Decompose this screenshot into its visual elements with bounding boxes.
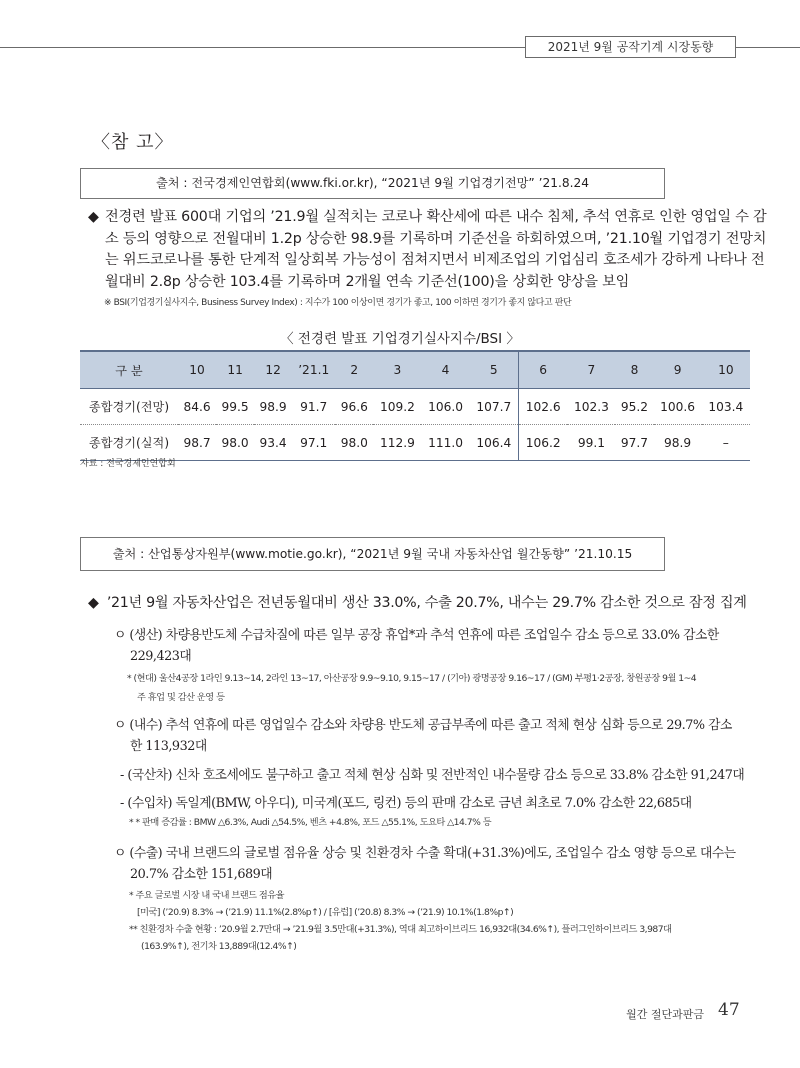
table-cell: 106.2 <box>518 425 567 461</box>
footer-magazine: 월간 절단과판금 <box>626 1008 704 1021</box>
diamond-bullet-icon: ◆ <box>88 209 99 225</box>
bsi-summary-line: 소 등의 영향으로 전월대비 1.2p 상승한 98.9를 기록하며 기준선을 하회하였으며, ’21.10월 기업경기 전망치 <box>105 230 767 247</box>
table-cell: 98.9 <box>254 389 292 425</box>
table-header-label: 구 분 <box>80 351 178 389</box>
table-row <box>80 389 750 425</box>
production-line: 229,423대 <box>130 648 192 664</box>
table-cell: 100.6 <box>654 389 702 425</box>
column-header: 10 <box>702 351 750 389</box>
domestic-item <box>114 716 754 757</box>
reference-title: 〈참 고〉 <box>92 132 174 153</box>
auto-summary-text: ’21년 9월 자동차산업은 전년동월대비 생산 33.0%, 수출 20.7%, 내수는 29.7% 감소한 것으로 잠정 집계 <box>106 595 747 611</box>
bsi-table <box>80 350 750 461</box>
table-cell: 107.7 <box>470 389 519 425</box>
table-source: 자료 : 전국경제인연합회 <box>80 459 176 469</box>
table-cell: 102.6 <box>518 389 567 425</box>
table-cell: 96.6 <box>335 389 373 425</box>
import-car-line: - (수입차) 독일계(BMW, 아우디), 미국계(포드, 링컨) 등의 판매 감소로 금년 최초로 7.0% 감소한 22,685대 <box>120 796 692 811</box>
export-note: * 주요 글로벌 시장 내 국내 브랜드 점유율 <box>129 890 285 901</box>
export-line: 20.7% 감소한 151,689대 <box>130 866 273 882</box>
column-header: 11 <box>216 351 254 389</box>
export-note: (163.9%↑), 전기차 13,889대(12.4%↑) <box>141 941 297 952</box>
column-header: ’21.1 <box>292 351 335 389</box>
table-row <box>80 425 750 461</box>
domestic-line: ㅇ (내수) 추석 연휴에 따른 영업일수 감소와 차량용 반도체 공급부족에 따른 출고 적체 현상 심화 등으로 29.7% 감소 <box>114 718 732 733</box>
production-note: 주 휴업 및 감산 운영 등 <box>137 692 225 703</box>
table-cell: – <box>702 425 750 461</box>
column-header: 12 <box>254 351 292 389</box>
table-cell: 84.6 <box>178 389 216 425</box>
column-header: 6 <box>518 351 567 389</box>
bsi-summary-line: 전경련 발표 600대 기업의 ’21.9월 실적치는 코로나 확산세에 따른 내수 침체, 추석 연휴로 인한 영업일 수 감 <box>105 209 767 225</box>
table-cell: 98.7 <box>178 425 216 461</box>
bsi-summary-line: 는 위드코로나를 통한 단계적 일상회복 가능성이 점쳐지면서 비제조업의 기업심리 호조세가 강하게 나타나 전 <box>105 252 765 268</box>
export-note: ** 친환경차 수출 현황 : ’20.9월 2.7만대 → ’21.9월 3.5만대(+31.3%), 역대 최고하이브리드 16,932대(34.6%↑), 플러그인하이브리드 3,987대 <box>129 924 672 935</box>
diamond-bullet-icon: ◆ <box>88 595 99 611</box>
column-header: 4 <box>421 351 469 389</box>
table-cell: 102.3 <box>567 389 615 425</box>
table-cell: 97.7 <box>615 425 653 461</box>
table-cell: 106.0 <box>421 389 469 425</box>
production-line: ㅇ (생산) 차량용반도체 수급차질에 따른 일부 공장 휴업*과 추석 연휴에 따른 조업일수 감소 등으로 33.0% 감소한 <box>114 628 719 643</box>
table-cell: 111.0 <box>421 425 469 461</box>
running-header: 2021년 9월 공작기계 시장동향 <box>525 36 736 58</box>
table-cell: 99.5 <box>216 389 254 425</box>
table-cell: 98.0 <box>335 425 373 461</box>
table-cell: 103.4 <box>702 389 750 425</box>
export-item <box>114 844 754 885</box>
column-header: 2 <box>335 351 373 389</box>
table-cell: 98.9 <box>654 425 702 461</box>
header-rule-left <box>0 47 525 48</box>
source-box-fki: 출처 : 전국경제인연합회(www.fki.or.kr), “2021년 9월 기업경기전망” ’21.8.24 <box>80 168 665 199</box>
column-header: 8 <box>615 351 653 389</box>
table-header-row <box>80 351 750 389</box>
table-cell: 95.2 <box>615 389 653 425</box>
production-note: * (현대) 울산4공장 1라인 9.13~14, 2라인 13~17, 아산공장 9.9~9.10, 9.15~17 / (기아) 광명공장 9.16~17 / (GM) 부평1·2공장, 창원공장 9월 1~4 <box>127 673 697 684</box>
column-header: 7 <box>567 351 615 389</box>
column-header: 10 <box>178 351 216 389</box>
domestic-car-line: - (국산차) 신차 호조세에도 불구하고 출고 적체 현상 심화 및 전반적인 내수물량 감소 등으로 33.8% 감소한 91,247대 <box>120 768 745 783</box>
table-cell: 106.4 <box>470 425 519 461</box>
export-line: ㅇ (수출) 국내 브랜드의 글로벌 점유율 상승 및 친환경차 수출 확대(+31.3%)에도, 조업일수 감소 영향 등으로 대수는 <box>114 846 736 861</box>
production-item <box>114 626 754 667</box>
bsi-summary-line: 월대비 2.8p 상승한 103.4를 기록하며 2개월 연속 기준선(100)을 상회한 양상을 보임 <box>105 273 630 290</box>
table-cell: 109.2 <box>373 389 421 425</box>
header-rule-right <box>736 47 800 48</box>
import-note: * * 판매 증감률 : BMW △6.3%, Audi △54.5%, 벤츠 +4.8%, 포드 △55.1%, 도요타 △14.7% 등 <box>129 817 492 828</box>
table-cell: 98.0 <box>216 425 254 461</box>
row-label: 종합경기(실적) <box>80 425 178 461</box>
source-box-motie: 출처 : 산업통상자원부(www.motie.go.kr), “2021년 9월 국내 자동차산업 월간동향” ’21.10.15 <box>80 537 665 571</box>
domestic-line: 한 113,932대 <box>130 738 207 754</box>
column-header: 5 <box>470 351 519 389</box>
auto-summary <box>88 592 747 612</box>
page-number: 47 <box>718 1000 740 1020</box>
export-note: [미국] (’20.9) 8.3% → (’21.9) 11.1%(2.8%p↑) / [유럽] (’20.8) 8.3% → (’21.9) 10.1%(1.8%p↑) <box>137 907 514 918</box>
table-cell: 97.1 <box>292 425 335 461</box>
table-cell: 93.4 <box>254 425 292 461</box>
column-header: 3 <box>373 351 421 389</box>
table-cell: 99.1 <box>567 425 615 461</box>
table-cell: 112.9 <box>373 425 421 461</box>
row-label: 종합경기(전망) <box>80 389 178 425</box>
bsi-summary <box>88 207 768 293</box>
table-cell: 91.7 <box>292 389 335 425</box>
column-header: 9 <box>654 351 702 389</box>
table-title: 〈 전경련 발표 기업경기실사지수/BSI 〉 <box>280 331 520 347</box>
bsi-note: ※ BSI(기업경기실사지수, Business Survey Index) : 지수가 100 이상이면 경기가 좋고, 100 이하면 경기가 좋지 않다고 판단 <box>104 298 572 308</box>
